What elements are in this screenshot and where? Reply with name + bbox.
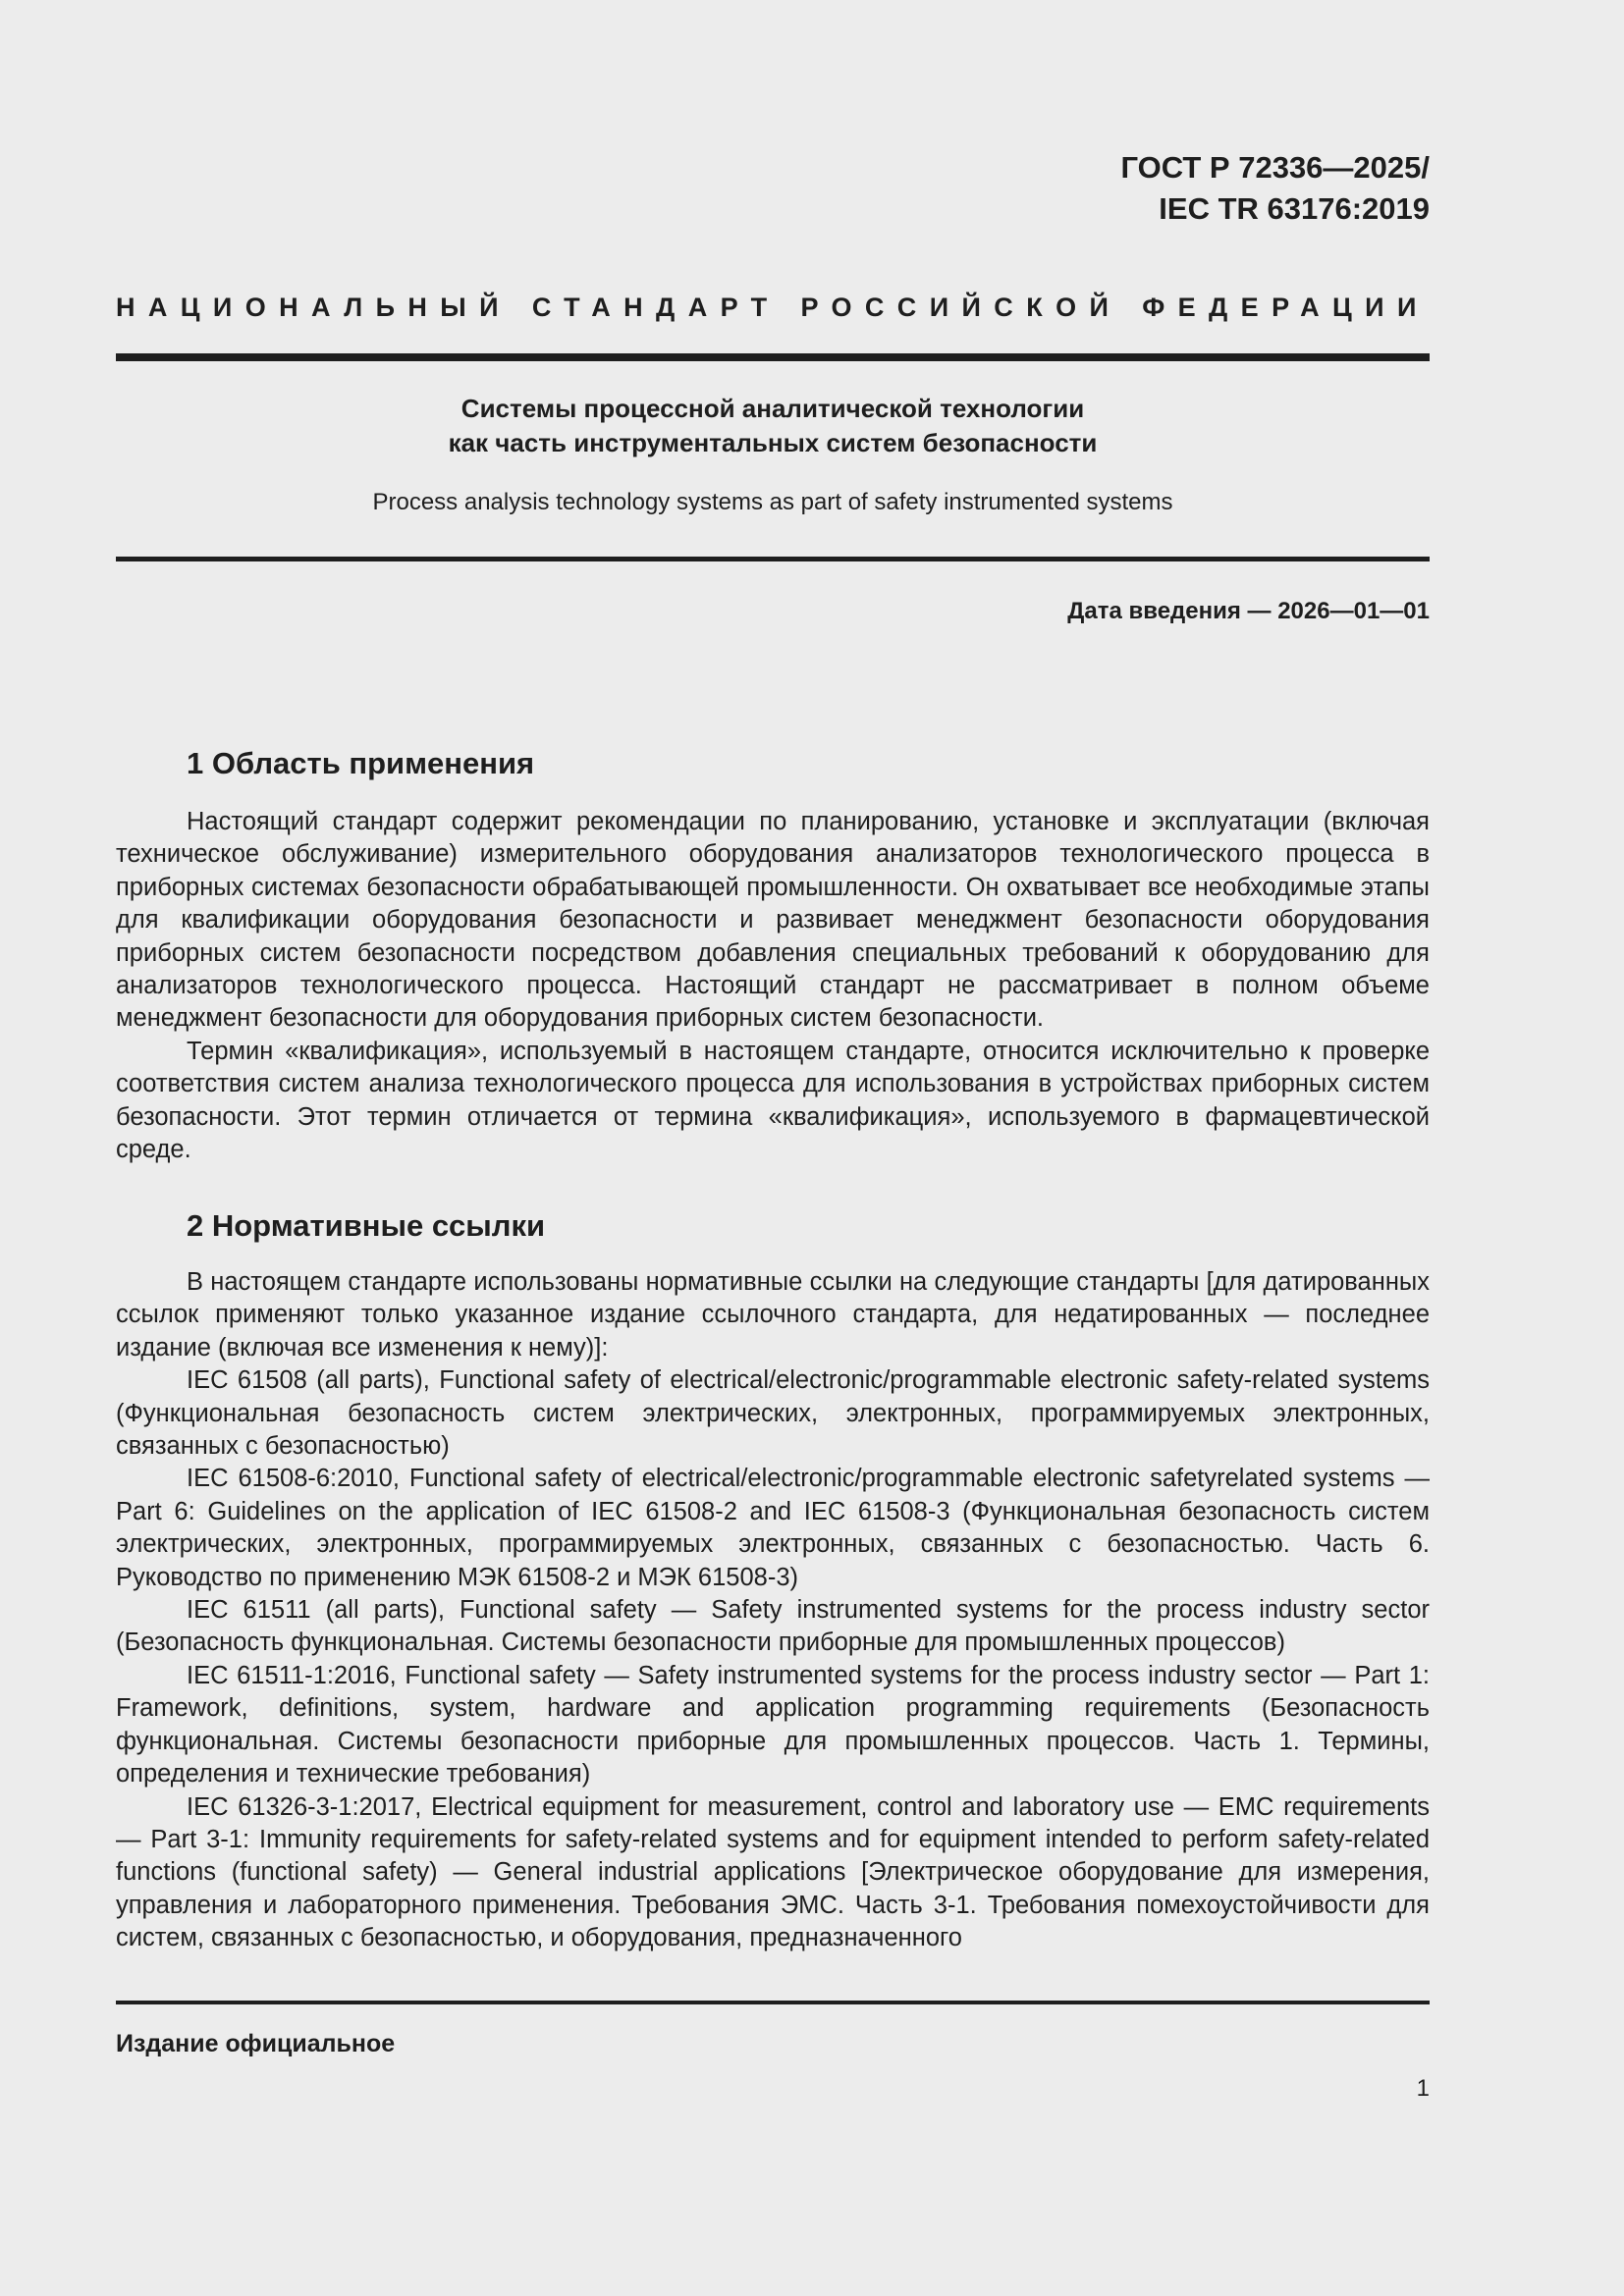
section-2-heading: 2 Нормативные ссылки	[187, 1208, 546, 1243]
top-thick-rule	[116, 353, 1430, 361]
title-russian	[116, 392, 1430, 460]
section-2-paragraph: В настоящем стандарте использованы нормативные ссылки на следующие стандарты [для датированных ссылок применяют только указанное издание ссылочного стандарта, для недатированных — последнее издание (включая все изменения к нему)]:	[116, 1268, 1430, 1362]
standard-designation	[1120, 147, 1430, 230]
reference-item: IEC 61326-3-1:2017, Electrical equipment for measurement, control and laboratory use — EMC requirements — Part 3-1: Immunity requirements for safety-related systems and for equipment intended to perform safety-related functions (functional safety) — General industrial applications [Электрическое оборудование для измерения, управления и лабораторного применения. Требования ЭМС. Часть 3-1. Требования помехоустойчивости для систем, связанных с безопасностью, и оборудования, предназначенного	[116, 1792, 1430, 1952]
section-1-paragraph: Термин «квалификация», используемый в настоящем стандарте, относится исключительно к проверке соответствия систем анализа технологического процесса для использования в устройствах приборных систем безопасности. Этот термин отличается от термина «квалификация», используемого в фармацевтической среде.	[116, 1037, 1430, 1164]
title-russian-line1: Системы процессной аналитической технологии	[460, 394, 1085, 423]
reference-item: IEC 61511 (all parts), Functional safety — Safety instrumented systems for the process industry sector (Безопасность функциональная. Системы безопасности приборные для промышленных процессов)	[116, 1596, 1430, 1657]
section-1-heading: 1 Область применения	[187, 746, 535, 780]
section-1-paragraph: Настоящий стандарт содержит рекомендации по планированию, установке и эксплуатации (включая техническое обслуживание) измерительного оборудования анализаторов технологического процесса в приборных системах безопасности обрабатывающей промышленности. Он охватывает все необходимые этапы для квалификации оборудования безопасности и развивает менеджмент безопасности оборудования приборных систем безопасности посредством добавления специальных требований к оборудованию для анализаторов технологического процесса. Настоящий стандарт не рассматривает в полном объеме менеджмент безопасности для оборудования приборных систем безопасности.	[116, 808, 1430, 1033]
introduction-date: Дата введения — 2026—01—01	[1067, 598, 1430, 624]
document-page	[116, 0, 1430, 2296]
national-standard-banner: НАЦИОНАЛЬНЫЙ СТАНДАРТ РОССИЙСКОЙ ФЕДЕРАЦИИ	[116, 293, 1430, 322]
standard-code-line2: IEC TR 63176:2019	[1159, 191, 1430, 226]
official-edition-label: Издание официальное	[116, 2030, 396, 2057]
title-bottom-rule	[116, 557, 1430, 561]
standard-code-line1: ГОСТ Р 72336—2025/	[1120, 150, 1430, 185]
reference-item: IEC 61511-1:2016, Functional safety — Safety instrumented systems for the process industry sector — Part 1: Framework, definitions, system, hardware and application programming requirements (Безопасность функциональная. Системы безопасности приборные для промышленных процессов. Часть 1. Термины, определения и технические требования)	[116, 1661, 1430, 1789]
footer-rule	[116, 2001, 1430, 2004]
title-russian-line2: как часть инструментальных систем безопасности	[448, 428, 1098, 457]
page-number: 1	[1416, 2075, 1430, 2102]
section-2-body	[116, 1266, 1430, 1955]
reference-item: IEC 61508-6:2010, Functional safety of electrical/electronic/programmable electronic safetyrelated systems — Part 6: Guidelines on the application of IEC 61508-2 and IEC 61508-3 (Функциональная безопасность систем электрических, электронных, программируемых электронных, связанных с безопасностью. Часть 6. Руководство по применению МЭК 61508-2 и МЭК 61508-3)	[116, 1465, 1430, 1591]
section-1-body	[116, 806, 1430, 1166]
title-english: Process analysis technology systems as part of safety instrumented systems	[372, 489, 1173, 515]
reference-item: IEC 61508 (all parts), Functional safety of electrical/electronic/programmable electronic safety-related systems (Функциональная безопасность систем электрических, электронных, программируемых электронных, связанных с безопасностью)	[116, 1366, 1430, 1461]
